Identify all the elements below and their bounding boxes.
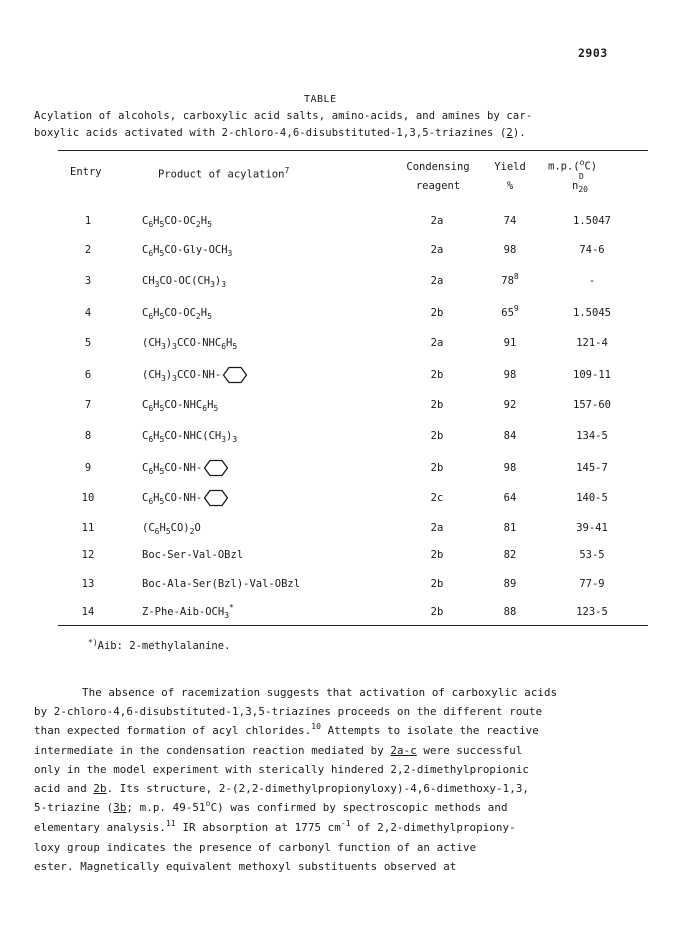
table-top-rule [58,150,648,151]
cell-reagent: 2a [430,275,444,287]
cell-yield: 98 [503,462,517,474]
table-row [0,578,680,598]
cell-entry: 10 [81,492,95,504]
table-row [0,369,680,389]
cell-product: $(CH_3)_3CCO-NHC_6H_5$ [142,337,238,351]
cell-yield: 74 [503,215,517,227]
cell-yield: $78^8$ [501,272,519,287]
cell-yield: 84 [503,430,517,442]
table-title: TABLE [304,94,337,105]
cell-entry: 6 [84,369,92,381]
body-line: acid and 2b. Its structure, 2-(2,2-dimethylpropionyloxy)-4,6-dimethoxy-1,3, [34,782,530,795]
caption-line-2: boxylic acids activated with 2-chloro-4,6-disubstituted-1,3,5-triazines ( [34,127,507,139]
table-row [0,549,680,569]
caption-ref: 2 [506,127,513,139]
page-number: 2903 [578,46,608,60]
table-row [0,399,680,419]
cell-reagent: 2a [430,215,444,227]
table-row [0,244,680,264]
cell-entry: 12 [81,549,95,561]
cell-mp: 123-5 [576,606,608,618]
cell-yield: 89 [503,578,517,590]
cell-reagent: 2b [430,578,444,590]
cell-yield: 92 [503,399,517,411]
body-line: ester. Magnetically equivalent methoxyl substituents observed at [34,860,457,873]
cell-reagent: 2a [430,244,444,256]
table-bottom-rule [58,625,648,626]
cell-yield: 64 [503,492,517,504]
header-yield: Yield % [494,161,526,192]
cell-mp: 134-5 [576,430,608,442]
body-line: intermediate in the condensation reaction mediated by 2a-c were successful [34,744,523,757]
cyclohexyl-ring-icon [222,366,248,384]
cell-entry: 9 [84,462,92,474]
caption-line-1: Acylation of alcohols, carboxylic acid salts, amino-acids, and amines by car- [34,110,533,122]
cyclohexyl-ring-icon [203,459,229,477]
cell-mp: - [588,275,596,287]
cell-reagent: 2c [430,492,444,504]
cell-mp: 121-4 [576,337,608,349]
cell-product: $C_6H_5CO-NH-$ [142,489,229,507]
cell-product: $(C_6H_5CO)_2O$ [142,522,201,536]
caption-end: ). [512,127,526,139]
cell-reagent: 2b [430,369,444,381]
body-line: loxy group indicates the presence of carbonyl function of an active [34,841,477,854]
cell-reagent: 2b [430,606,444,618]
cell-product: $C_6H_5CO-OC_2H_5$ [142,307,212,321]
footnote [88,640,230,652]
cell-mp: 39-41 [576,522,608,534]
table-row [0,337,680,357]
cell-reagent: 2a [430,522,444,534]
cyclohexyl-ring-icon [203,489,229,507]
cell-reagent: 2a [430,337,444,349]
cell-entry: 4 [84,307,92,319]
cell-mp: 74-6 [579,244,605,256]
body-line: by 2-chloro-4,6-disubstituted-1,3,5-triazines proceeds on the different route [34,705,543,718]
cell-mp: 53-5 [579,549,605,561]
cell-mp: 157-60 [573,399,611,411]
table-row [0,215,680,235]
cell-product: $(CH_3)_3CCO-NH-$ [142,366,248,384]
footnote-text: Aib: 2-methylalanine. [97,640,231,652]
cell-entry: 7 [84,399,92,411]
cell-entry: 8 [84,430,92,442]
table-row [0,492,680,512]
cell-mp: 145-7 [576,462,608,474]
cell-yield: 88 [503,606,517,618]
cell-product: $C_6H_5CO-OC_2H_5$ [142,215,212,229]
body-line: than expected formation of acyl chlorides.$^{10}$ Attempts to isolate the reactive [34,722,539,737]
cell-product: $C_6H_5CO-Gly-OCH_3$ [142,244,233,258]
cell-yield: $65^9$ [501,304,519,319]
cell-mp: 109-11 [573,369,611,381]
cell-mp: 1.5045 [573,307,611,319]
cell-yield: 81 [503,522,517,534]
header-product: Product of acylation$^7$ [158,166,290,181]
cell-yield: 91 [503,337,517,349]
cell-entry: 14 [81,606,95,618]
header-product-ref: 7 [284,166,290,175]
footnote-mark: *) [88,638,98,647]
cell-mp: 140-5 [576,492,608,504]
cell-yield: 98 [503,369,517,381]
cell-product: Boc-Ala-Ser(Bzl)-Val-OBzl [142,578,301,590]
cell-reagent: 2b [430,430,444,442]
cell-product: $C_6H_5CO-NHC_6H_5$ [142,399,219,413]
cell-mp: 1.5047 [573,215,611,227]
cell-product: $CH_3CO-OC(CH_3)_3$ [142,275,227,289]
table-caption [34,108,654,142]
body-line: elementary analysis.$^{11}$ IR absorption at 1775 $cm^{-1}$ of 2,2-dimethylpropiony- [34,819,516,834]
cell-product: Boc-Ser-Val-OBzl [142,549,244,561]
cell-product: $Z-Phe-Aib-OCH_3^*$ [142,603,234,620]
cell-reagent: 2b [430,307,444,319]
body-text [34,683,654,876]
cell-reagent: 2b [430,462,444,474]
cell-mp: 77-9 [579,578,605,590]
cell-yield: 82 [503,549,517,561]
cell-entry: 1 [84,215,92,227]
cell-reagent: 2b [430,549,444,561]
cell-yield: 98 [503,244,517,256]
body-line: 5-triazine (3b; m.p. 49-51$^o$C) was confirmed by spectroscopic methods and [34,799,508,814]
cell-product: $C_6H_5CO-NH-$ [142,459,229,477]
cell-entry: 2 [84,244,92,256]
cell-entry: 5 [84,337,92,349]
table-row [0,430,680,450]
table-row [0,522,680,542]
cell-product: $C_6H_5CO-NHC(CH_3)_3$ [142,430,238,444]
cell-entry: 11 [81,522,95,534]
table-row [0,603,680,626]
table-row [0,272,680,295]
body-line: only in the model experiment with sterically hindered 2,2-dimethylpropionic [34,763,530,776]
cell-entry: 3 [84,275,92,287]
header-condensing: Condensing reagent [406,161,470,192]
body-line: The absence of racemization suggests that activation of carboxylic acids [82,686,558,699]
cell-entry: 13 [81,578,95,590]
header-entry: Entry [70,166,102,178]
table-row [0,304,680,327]
cell-reagent: 2b [430,399,444,411]
table-row [0,462,680,482]
